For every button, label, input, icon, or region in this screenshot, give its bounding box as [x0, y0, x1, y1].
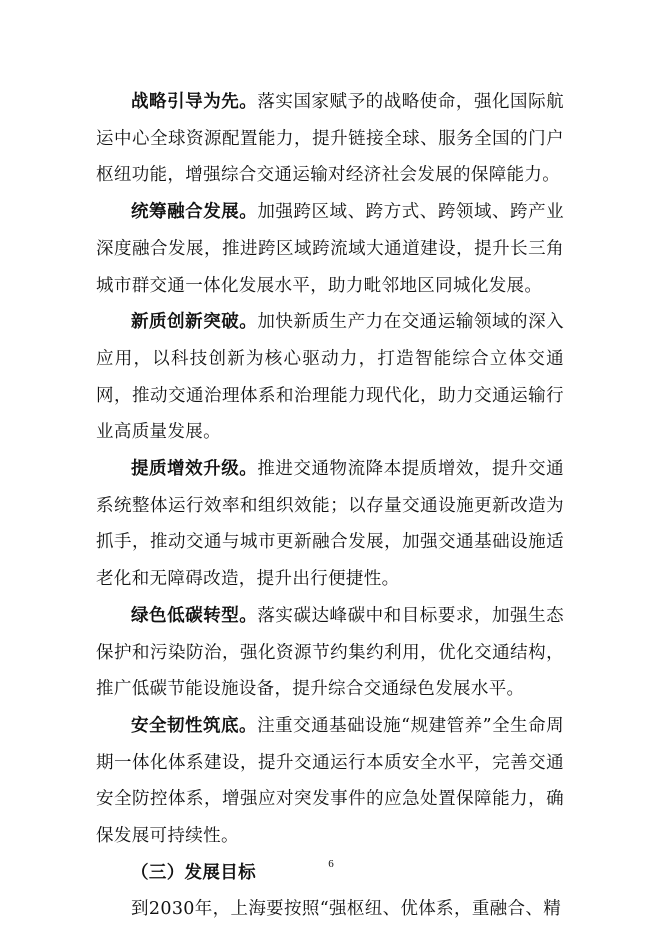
- paragraph-green-low-carbon: [96, 598, 564, 708]
- paragraph-text: 加快新质生产力在交通运输领域的深入应用，以科技创新为核心驱动力，打造智能综合立体交通网，推动交通治理体系和治理能力现代化，助力交通运输行业高质量发展。: [96, 312, 565, 443]
- paragraph-text: 推进交通物流降本提质增效，提升交通系统整体运行效率和组织效能；以存量交通设施更新改造为抓手，推动交通与城市更新融合发展，加强交通基础设施适老化和无障碍改造，提升出行便捷性。: [96, 459, 565, 590]
- closing-paragraph: 到2030年，上海要按照“强枢纽、优体系，重融合、精: [131, 899, 562, 920]
- paragraph-strategic-guidance: [96, 84, 564, 194]
- body-text: [96, 84, 564, 928]
- paragraph-text: 落实国家赋予的战略使命，强化国际航运中心全球资源配置能力，提升链接全球、服务全国的门户枢纽功能，增强综合交通运输对经济社会发展的保障能力。: [96, 92, 565, 186]
- paragraph-safety-resilience: [96, 708, 564, 855]
- paragraph-heading: 战略引导为先。: [131, 92, 258, 112]
- paragraph-text: 落实碳达峰碳中和目标要求，加强生态保护和污染防治，强化资源节约集约利用，优化交通结构，推广低碳节能设施设备，提升综合交通绿色发展水平。: [96, 605, 565, 700]
- page-number: 6: [328, 858, 334, 870]
- paragraph-text: 注重交通基础设施“规建管养”全生命周期一体化体系建设，提升交通运行本质安全水平，完善交通安全防控体系，增强应对突发事件的应急处置保障能力，确保发展可持续性。: [96, 715, 564, 847]
- paragraph-heading: 统筹融合发展。: [131, 202, 258, 223]
- paragraph-heading: 绿色低碳转型。: [131, 605, 258, 626]
- paragraph-innovation-breakthrough: [96, 304, 564, 451]
- paragraph-heading: 安全韧性筑底。: [131, 715, 258, 736]
- paragraph-integrated-development: [96, 194, 564, 304]
- section-heading: （三）发展目标: [131, 862, 256, 883]
- paragraph-heading: 新质创新突破。: [131, 312, 258, 333]
- paragraph-quality-efficiency: [96, 451, 564, 598]
- paragraph-text: 加强跨区域、跨方式、跨领域、跨产业深度融合发展，推进跨区域跨流域大通道建设，提升长三角城市群交通一体化发展水平，助力毗邻地区同城化发展。: [96, 202, 565, 296]
- paragraph-heading: 提质增效升级。: [131, 459, 258, 480]
